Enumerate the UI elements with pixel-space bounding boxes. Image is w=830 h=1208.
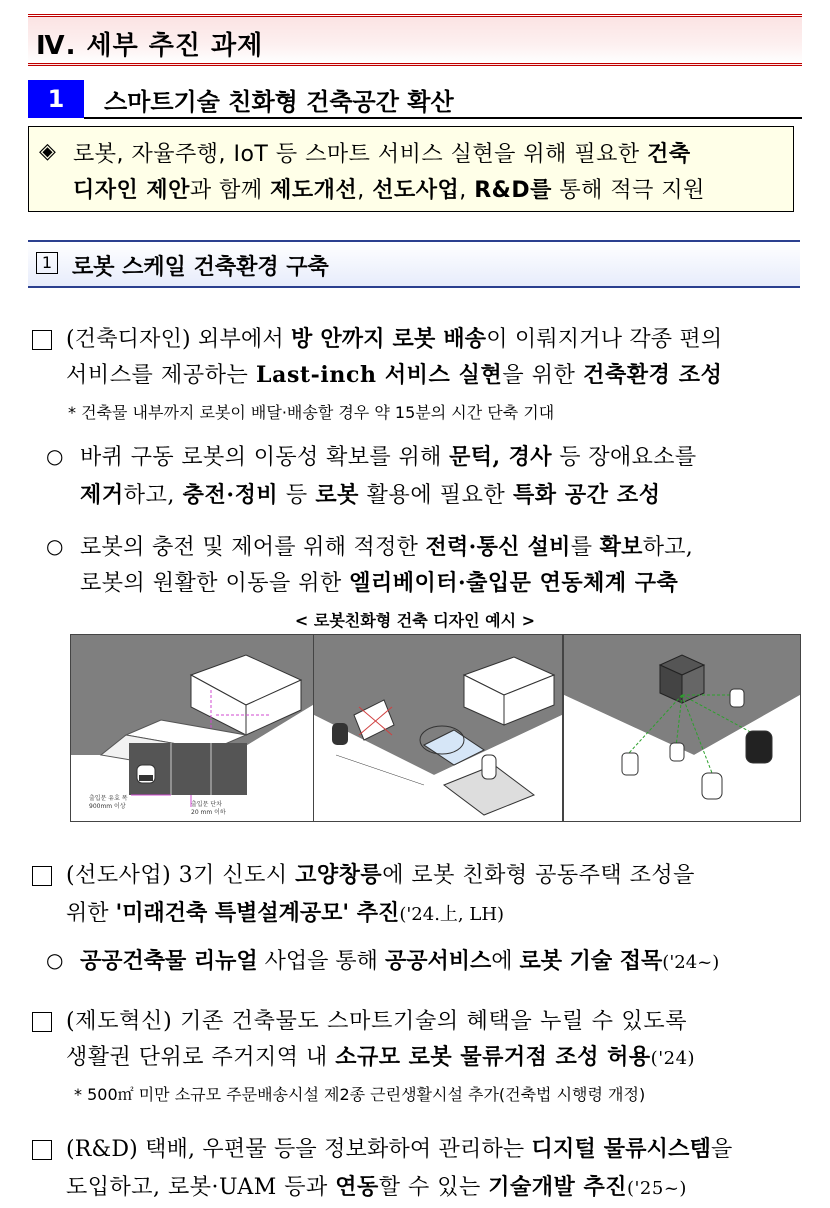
entrance-width-label: 출입문 유효 폭 (89, 795, 128, 802)
item-rnd-line-2: 도입하고, 로봇·UAM 등과 연동할 수 있는 기술개발 추진('25~) (66, 1174, 687, 1200)
entrance-step-label: 출입문 단차 (191, 801, 222, 808)
heading-underline (84, 117, 802, 119)
subsection-title: 로봇 스케일 건축환경 구축 (72, 255, 329, 280)
heading-title: 스마트기술 친화형 건축공간 확산 (104, 88, 454, 116)
section-title: Ⅳ. 세부 추진 과제 (36, 31, 264, 61)
item-mobility-line-2: 제거하고, 충전·정비 등 로봇 활용에 필요한 특화 공간 조성 (80, 482, 661, 508)
figure-panel-network (563, 634, 801, 822)
item-regulation-note: * 500㎡ 미만 소규모 주문배송시설 제2종 근린생활시설 추가(건축법 시행령 개정) (74, 1085, 646, 1104)
svg-text:900mm 이상: 900mm 이상 (89, 803, 126, 810)
item-pilot-line-1: (선도사업) 3기 신도시 고양창릉에 로봇 친화형 공동주택 조성을 (66, 862, 695, 888)
item-mobility-line-1: 바퀴 구동 로봇의 이동성 확보를 위해 문턱, 경사 등 장애요소를 (80, 444, 697, 470)
summary-line-1: 로봇, 자율주행, IoT 등 스마트 서비스 실현을 위해 필요한 건축 (73, 142, 691, 167)
ramp-illustration (314, 635, 562, 821)
summary-box (28, 126, 794, 212)
item-design-line-1: (건축디자인) 외부에서 방 안까지 로봇 배송이 이뤄지거나 각종 편의 (66, 326, 723, 352)
figure-panel-ramp (313, 634, 563, 822)
entrance-illustration (71, 635, 313, 821)
circle-bullet-icon: ○ (46, 534, 64, 558)
summary-line-2: 디자인 제안과 함께 제도개선, 선도사업, R&D를 통해 적극 지원 (73, 178, 705, 203)
item-design-note: * 건축물 내부까지 로봇이 배달·배송할 경우 약 15분의 시간 단축 기대 (68, 403, 555, 422)
subsection-index: 1 (36, 252, 58, 274)
figure-caption: < 로봇친화형 건축 디자인 예시 > (294, 611, 536, 630)
heading-number-badge: 1 (28, 80, 84, 118)
section-header (28, 14, 802, 66)
item-regulation-line-1: (제도혁신) 기존 건축물도 스마트기술의 혜택을 누릴 수 있도록 (66, 1009, 688, 1034)
subsection-header (28, 240, 800, 288)
svg-text:20 mm 이하: 20 mm 이하 (191, 809, 226, 816)
item-power-line-1: 로봇의 충전 및 제어를 위해 적정한 전력·통신 설비를 확보하고, (80, 534, 694, 560)
item-regulation-line-2: 생활권 단위로 주거지역 내 소규모 로봇 물류거점 조성 허용('24) (66, 1044, 696, 1070)
circle-bullet-icon: ○ (46, 948, 64, 972)
checkbox-bullet-icon (32, 1012, 52, 1032)
item-design-line-2: 서비스를 제공하는 Last-inch 서비스 실현을 위한 건축환경 조성 (66, 362, 723, 388)
item-pilot-line-2: 위한 '미래건축 특별설계공모' 추진('24.上, LH) (66, 900, 505, 926)
item-rnd-line-1: (R&D) 택배, 우편물 등을 정보화하여 관리하는 디지털 물류시스템을 (66, 1136, 733, 1162)
item-renewal-line-1: 공공건축물 리뉴얼 사업을 통해 공공서비스에 로봇 기술 접목('24~) (80, 948, 720, 974)
figure-panel-entrance (70, 634, 314, 822)
circle-bullet-icon: ○ (46, 444, 64, 468)
checkbox-bullet-icon (32, 330, 52, 350)
network-illustration (564, 635, 800, 821)
checkbox-bullet-icon (32, 1140, 52, 1160)
checkbox-bullet-icon (32, 866, 52, 886)
item-power-line-2: 로봇의 원활한 이동을 위한 엘리베이터·출입문 연동체계 구축 (80, 570, 679, 596)
diamond-bullet-icon: ◈ (39, 139, 56, 164)
